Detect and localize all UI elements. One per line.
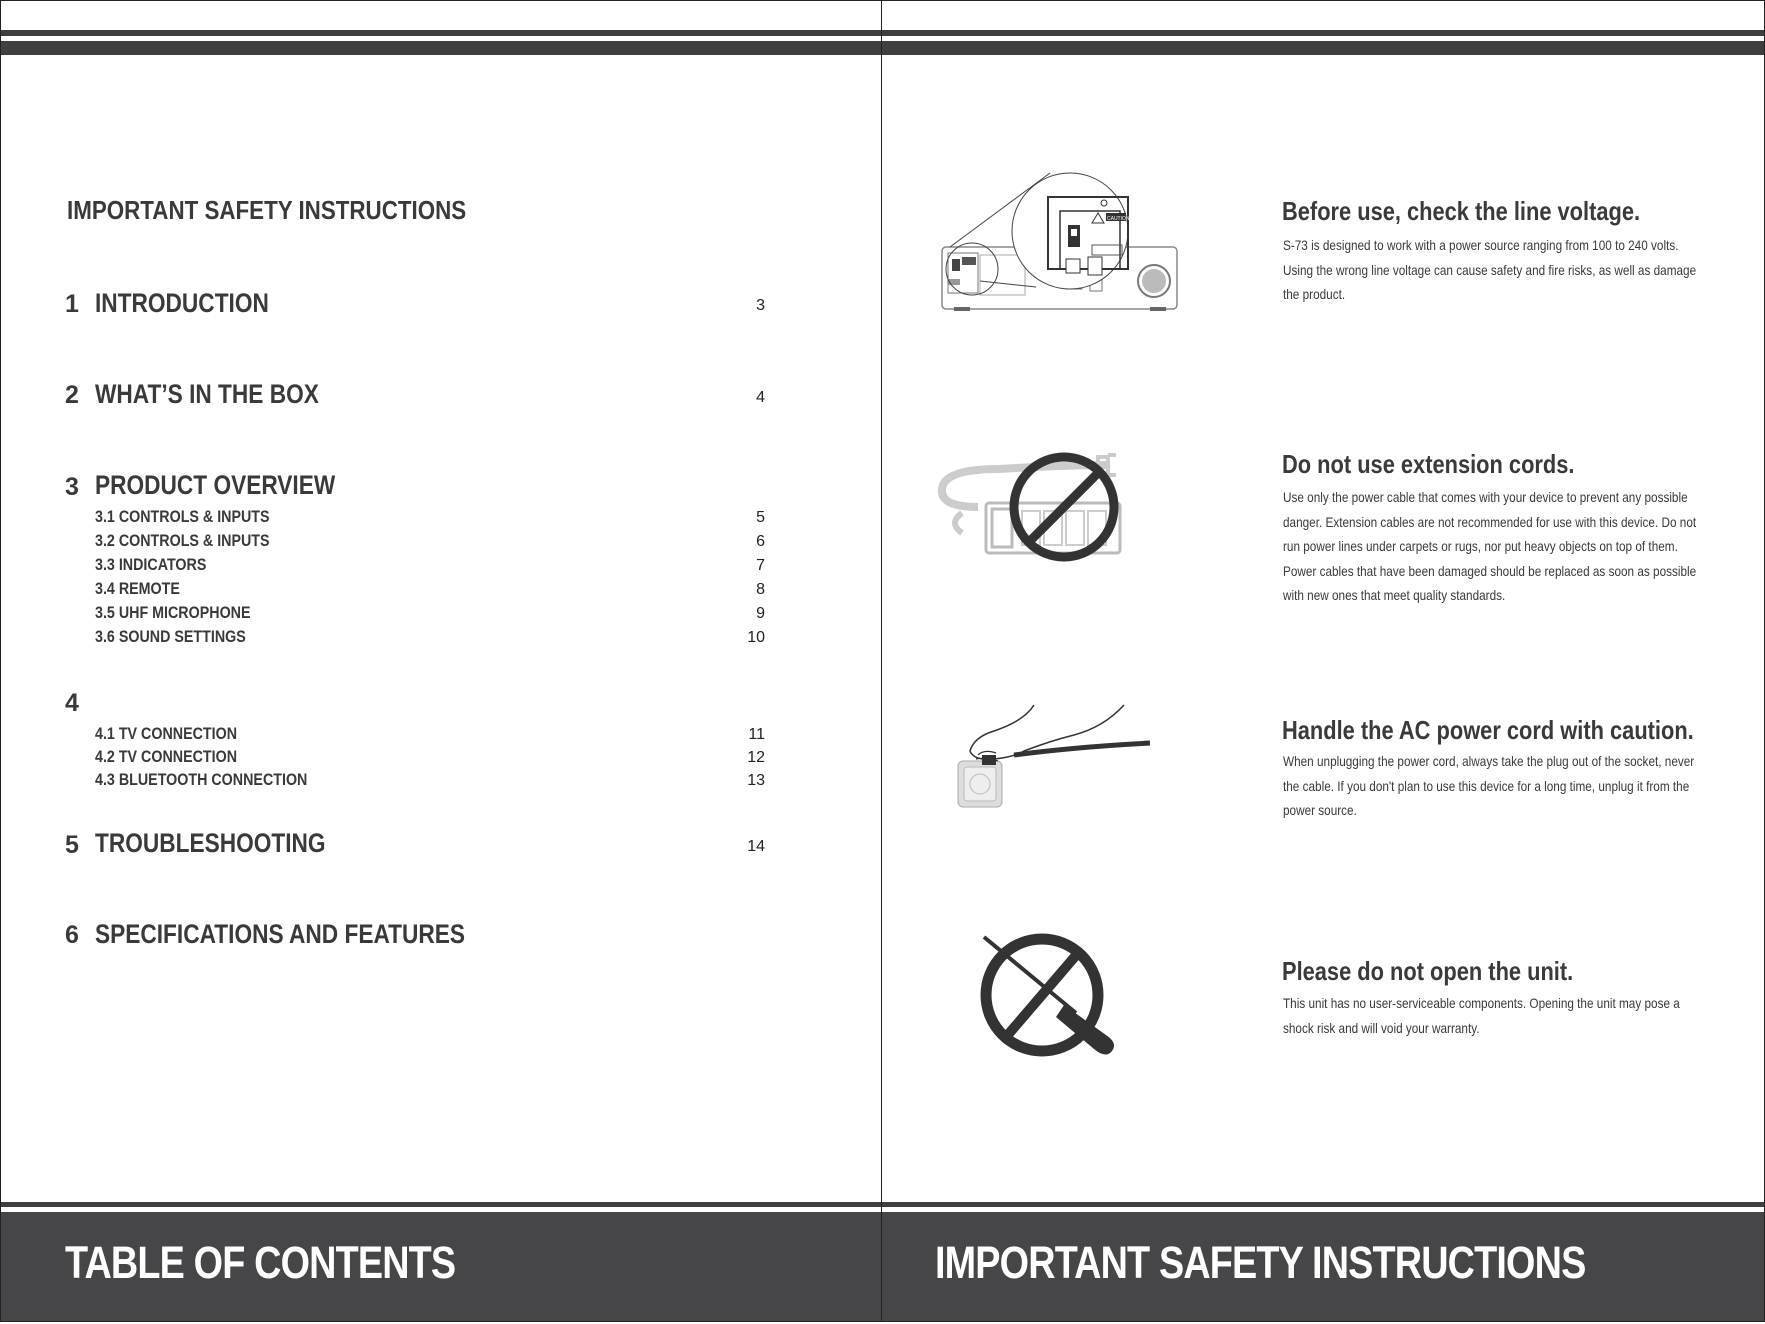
safety-item-heading: Before use, check the line voltage. bbox=[1282, 196, 1641, 226]
toc-page-number: 5 bbox=[756, 509, 765, 526]
safety-item-heading: Do not use extension cords. bbox=[1282, 449, 1575, 479]
toc-page-number: 9 bbox=[756, 605, 765, 622]
toc-page-number: 4 bbox=[756, 389, 765, 406]
footer-title: IMPORTANT SAFETY INSTRUCTIONS bbox=[935, 1237, 1586, 1288]
top-rule bbox=[882, 30, 1764, 36]
safety-page bbox=[881, 0, 1765, 1322]
toc-section-title[interactable]: INTRODUCTION bbox=[95, 288, 269, 318]
toc-page-number: 3 bbox=[756, 297, 765, 314]
top-rule bbox=[1, 30, 881, 36]
toc-page-number: 8 bbox=[756, 581, 765, 598]
toc-section-title[interactable]: PRODUCT OVERVIEW bbox=[95, 470, 336, 500]
toc-page-number: 7 bbox=[756, 557, 765, 574]
top-band bbox=[882, 41, 1764, 55]
footer-title: TABLE OF CONTENTS bbox=[65, 1237, 456, 1288]
toc-subsection[interactable]: 3.4 REMOTE bbox=[95, 579, 180, 598]
toc-page bbox=[0, 0, 882, 1322]
toc-subsection[interactable]: 3.2 CONTROLS & INPUTS bbox=[95, 531, 270, 550]
toc-section-title[interactable]: TROUBLESHOOTING bbox=[95, 828, 326, 858]
hand-unplugging-icon bbox=[954, 701, 1164, 813]
toc-subsection[interactable]: 3.6 SOUND SETTINGS bbox=[95, 627, 246, 646]
toc-subsection[interactable]: 3.3 INDICATORS bbox=[95, 555, 207, 574]
toc-page-number: 6 bbox=[756, 533, 765, 550]
bottom-rule bbox=[1, 1202, 881, 1207]
toc-subsection[interactable]: 4.3 BLUETOOTH CONNECTION bbox=[95, 770, 308, 789]
toc-page-number: 14 bbox=[747, 838, 765, 855]
toc-section-title[interactable]: WHAT’S IN THE BOX bbox=[95, 379, 319, 409]
toc-page-number: 10 bbox=[747, 629, 765, 646]
safety-item-body: Use only the power cable that comes with your device to prevent any possible danger. Extension cables are not recommended for use with this device. Do not run power lines under carpets or rugs, nor put heavy objects on top of them. Power cables that have been damaged should be replaced as soon as possible with new ones that meet quality standards. bbox=[1283, 489, 1697, 603]
toc-page-number: 11 bbox=[748, 726, 765, 743]
toc-page-number: 13 bbox=[747, 772, 765, 789]
toc-section-number: 2 bbox=[65, 381, 79, 409]
device-rear-panel-icon bbox=[940, 169, 1180, 319]
caution-label: CAUTION bbox=[1107, 216, 1130, 222]
safety-item-body: This unit has no user-serviceable components. Opening the unit may pose a shock risk and will void your warranty. bbox=[1283, 995, 1680, 1036]
safety-instructions-link[interactable]: IMPORTANT SAFETY INSTRUCTIONS bbox=[67, 195, 467, 225]
safety-item-body: S-73 is designed to work with a power source ranging from 100 to 240 volts. Using the wrong line voltage can cause safety and fire risks, as well as damage the product. bbox=[1283, 237, 1697, 302]
toc-section-number: 1 bbox=[65, 290, 79, 318]
toc-subsection[interactable]: 4.2 TV CONNECTION bbox=[95, 747, 238, 766]
safety-item-body: When unplugging the power cord, always take the plug out of the socket, never the cable. If you don't plan to use this device for a long time, unplug it from the power source. bbox=[1283, 753, 1695, 818]
top-band bbox=[1, 41, 881, 55]
bottom-rule bbox=[882, 1202, 1764, 1207]
no-screwdriver-icon bbox=[980, 931, 1140, 1061]
safety-item-heading: Please do not open the unit. bbox=[1282, 956, 1574, 986]
toc-subsection[interactable]: 3.1 CONTROLS & INPUTS bbox=[95, 507, 270, 526]
toc-subsection[interactable]: 4.1 TV CONNECTION bbox=[95, 724, 238, 743]
toc-section-number: 5 bbox=[65, 831, 79, 859]
toc-section-number: 6 bbox=[65, 921, 79, 949]
toc-section-number: 4 bbox=[65, 689, 79, 717]
toc-subsection[interactable]: 3.5 UHF MICROPHONE bbox=[95, 603, 251, 622]
no-extension-cord-icon bbox=[938, 445, 1138, 567]
safety-item-heading: Handle the AC power cord with caution. bbox=[1282, 715, 1694, 745]
toc-section-title[interactable]: SPECIFICATIONS AND FEATURES bbox=[95, 919, 466, 949]
toc-page-number: 12 bbox=[747, 749, 765, 766]
toc-section-number: 3 bbox=[65, 473, 79, 501]
